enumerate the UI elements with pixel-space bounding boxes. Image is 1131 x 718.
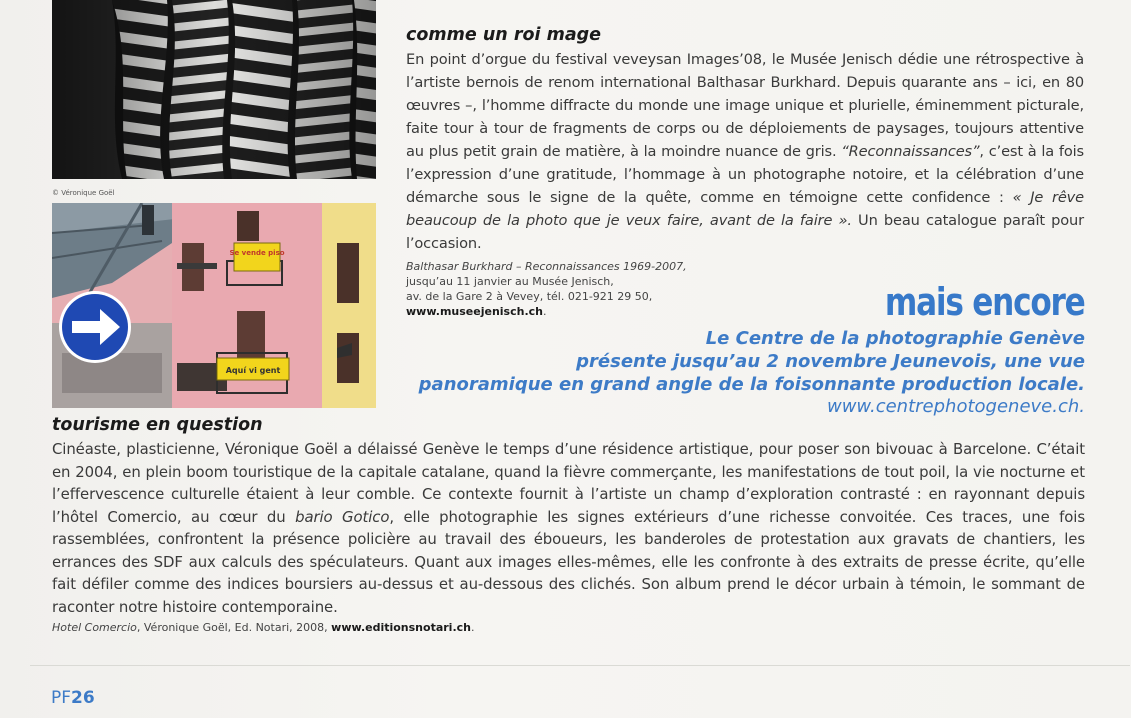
article-body: [52, 438, 1085, 618]
sign-top-text: Se vende piso: [229, 249, 285, 257]
article-body: [406, 48, 1084, 255]
article-tourisme: [52, 414, 1085, 635]
credit-line: av. de la Gare 2 à Vevey, tél. 021-921 29 50,: [406, 290, 653, 303]
credit-url-link[interactable]: www.museejenisch.ch: [406, 305, 543, 318]
body-text-italic: “Reconnaissances”: [841, 143, 980, 160]
body-text-italic: bario Gotico: [295, 507, 390, 526]
credit-punctuation: .: [470, 621, 475, 634]
body-text-part: En point d’orgue du festival veveysan Images’08, le Musée Jenisch dédie une rétrospective à l’artiste bernois de renom international Balthasar Burkhard. Depuis quarante ans – ici, en 80 œuvres –, l’homme diffracte du monde une image unique et plurielle, éminemment picturale, faite tour à tour de fragments de corps ou de déploiements de paysages, toujours attentive au plus petit grain de matière, à la moindre nuance de gris.: [406, 51, 1084, 160]
credit-rest: , Véronique Goël, Ed. Notari, 2008,: [136, 621, 332, 634]
credit-title: Balthasar Burkhard – Reconnaissances 1969-2007,: [406, 260, 687, 273]
article-heading: tourisme en question: [52, 415, 263, 435]
mais-encore-url[interactable]: www.centrephotogeneve.ch.: [826, 396, 1085, 417]
credit-title: Hotel Comercio: [52, 621, 137, 634]
mais-encore-line: panoramique en grand angle de la foisonnante production locale.: [418, 374, 1085, 395]
article-credits: [52, 620, 1085, 635]
barcelona-street-image: [52, 203, 376, 408]
article-roi-mage: [406, 24, 1084, 319]
photo-credit: © Véronique Goël: [52, 189, 115, 197]
striped-sculpture-image: [52, 0, 376, 179]
credit-punctuation: .: [542, 305, 547, 318]
photo-striped-sculpture: [52, 0, 376, 179]
page-divider: [30, 665, 1130, 666]
folio-number: 26: [71, 688, 95, 708]
credit-line: jusqu’au 11 janvier au Musée Jenisch,: [406, 275, 614, 288]
article-heading: comme un roi mage: [406, 25, 602, 45]
body-text-part: , elle photographie les signes extérieurs d’une richesse convoitée. Ces traces, une fois rassemblées, confrontent la présence policière au travail des éboueurs, les banderoles de protestation aux gravats de chantiers, les errances des SDF aux calculs des spéculateurs. Quant aux images elles-mêmes, elle les confronte à des extraits de presse écrite, qu’elle fait défiler comme des indices boursiers au-dessus et au-dessous des clichés. Son album prend le décor urbain à témoin, le sommant de raconter notre histoire contemporaine.: [52, 507, 1085, 616]
body-text-part: Cinéaste, plasticienne, Véronique Goël a délaissé Genève le temps d’une résidence artistique, pour poser son bivouac à Barcelone. C’était en 2004, en plein boom touristique de la capitale catalane, quand la fièvre commerçante, les manifestations de tout poil, la vie nocturne et l’effervescence culturelle étaient à leur comble. Ce contexte fournit à l’artiste un champ d’exploration contrasté : en rayonnant depuis l’hôtel Comercio, au cœur du: [52, 440, 1085, 526]
mais-encore-text: [385, 327, 1085, 396]
credit-url-link[interactable]: www.editionsnotari.ch: [331, 621, 471, 634]
mais-encore-line: présente jusqu’au 2 novembre Jeunevois, une vue: [576, 351, 1085, 372]
body-text-part: Un beau catalogue paraît pour l’occasion.: [406, 212, 1084, 252]
body-text-part: , c’est à la fois l’expression d’une gratitude, l’hommage à un photographe notoire, et la célébration d’une démarche sous le signe de la quête, comme en témoigne cette confidence :: [406, 143, 1084, 206]
mais-encore-title: mais encore: [885, 280, 1085, 324]
mais-encore-line: Le Centre de la photographie Genève: [705, 328, 1085, 349]
folio-prefix: PF: [51, 688, 72, 708]
sign-bottom-text: Aquí vi gent: [225, 366, 281, 375]
page-folio: [51, 688, 95, 708]
photo-barcelona-street: [52, 203, 376, 408]
body-text-quote: « Je rêve beaucoup de la photo que je veux faire, avant de la faire ».: [406, 189, 1084, 229]
